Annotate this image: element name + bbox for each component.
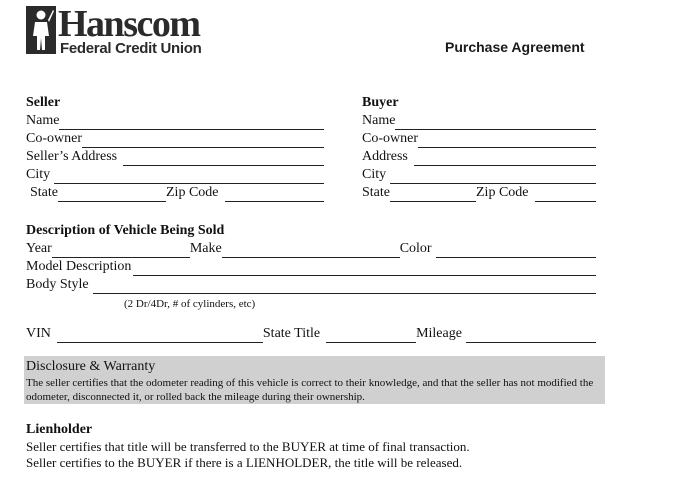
vin-row xyxy=(26,325,596,343)
body-style-row xyxy=(26,276,596,294)
buyer-state-label: State xyxy=(362,185,390,200)
seller-name-label: Name xyxy=(26,113,60,128)
logo-subtitle: Federal Credit Union xyxy=(60,40,202,57)
model-label: Model Description xyxy=(26,259,132,274)
disclosure-text: The seller certifies that the odometer reading of this vehicle is correct to their knowledge, and that the seller has not modified the odometer, disconnected it, or rolled back the mileage during their ownership. xyxy=(26,377,594,403)
disclosure-heading: Disclosure & Warranty xyxy=(26,359,156,374)
buyer-state-row xyxy=(362,184,596,202)
buyer-state-field[interactable] xyxy=(390,187,476,202)
seller-city-row xyxy=(26,166,324,184)
buyer-coowner-label: Co-owner xyxy=(362,131,418,146)
lienholder-line-2: Seller certifies to the BUYER if there is a LIENHOLDER, the title will be released. xyxy=(26,455,463,470)
body-style-label: Body Style xyxy=(26,277,89,292)
lienholder-section xyxy=(26,421,646,471)
buyer-heading: Buyer xyxy=(362,95,399,110)
seller-coowner-label: Co-owner xyxy=(26,131,82,146)
buyer-zip-label: Zip Code xyxy=(476,185,529,200)
buyer-city-label: City xyxy=(362,167,387,182)
seller-section xyxy=(26,94,324,202)
vehicle-year-row xyxy=(26,240,596,258)
seller-zip-field[interactable] xyxy=(225,187,325,202)
buyer-address-row xyxy=(362,148,596,166)
seller-address-row xyxy=(26,148,324,166)
disclosure-box xyxy=(24,356,605,404)
seller-state-row xyxy=(26,184,324,202)
seller-zip-label: Zip Code xyxy=(166,185,219,200)
seller-city-label: City xyxy=(26,167,51,182)
seller-coowner-field[interactable] xyxy=(82,133,324,148)
year-field[interactable] xyxy=(52,243,190,258)
color-field[interactable] xyxy=(436,243,596,258)
buyer-name-label: Name xyxy=(362,113,396,128)
vin-field[interactable] xyxy=(57,328,263,343)
state-title-field[interactable] xyxy=(326,328,416,343)
buyer-section xyxy=(362,94,596,202)
make-label: Make xyxy=(189,241,222,256)
seller-name-field[interactable] xyxy=(59,115,324,130)
hanscom-logo xyxy=(26,4,226,60)
buyer-address-field[interactable] xyxy=(414,151,596,166)
model-row xyxy=(26,258,596,276)
document-title: Purchase Agreement xyxy=(445,39,585,55)
seller-coowner-row xyxy=(26,130,324,148)
model-field[interactable] xyxy=(133,261,596,276)
seller-address-field[interactable] xyxy=(123,151,324,166)
seller-name-row xyxy=(26,112,324,130)
lienholder-line-1: Seller certifies that title will be transferred to the BUYER at time of final transaction. xyxy=(26,439,470,454)
body-style-note: (2 Dr/4Dr, # of cylinders, etc) xyxy=(124,298,256,310)
vehicle-heading: Description of Vehicle Being Sold xyxy=(26,223,225,238)
seller-heading: Seller xyxy=(26,95,61,110)
lienholder-heading: Lienholder xyxy=(26,422,93,437)
state-title-label: State Title xyxy=(262,326,321,341)
seller-city-field[interactable] xyxy=(54,169,324,184)
make-field[interactable] xyxy=(222,243,400,258)
buyer-name-row xyxy=(362,112,596,130)
year-label: Year xyxy=(26,241,52,256)
seller-state-field[interactable] xyxy=(58,187,166,202)
buyer-coowner-field[interactable] xyxy=(418,133,596,148)
mileage-label: Mileage xyxy=(416,326,462,341)
minuteman-icon xyxy=(26,6,56,54)
vin-label: VIN xyxy=(26,326,51,341)
buyer-city-row xyxy=(362,166,596,184)
buyer-address-label: Address xyxy=(362,149,408,164)
buyer-zip-field[interactable] xyxy=(535,187,597,202)
buyer-city-field[interactable] xyxy=(390,169,596,184)
logo-name: Hanscom xyxy=(58,3,200,45)
buyer-coowner-row xyxy=(362,130,596,148)
mileage-field[interactable] xyxy=(466,328,596,343)
color-label: Color xyxy=(399,241,432,256)
seller-state-label: State xyxy=(30,185,58,200)
seller-address-label: Seller’s Address xyxy=(26,149,118,164)
buyer-name-field[interactable] xyxy=(395,115,596,130)
body-style-field[interactable] xyxy=(93,279,596,294)
vehicle-section xyxy=(26,222,596,311)
